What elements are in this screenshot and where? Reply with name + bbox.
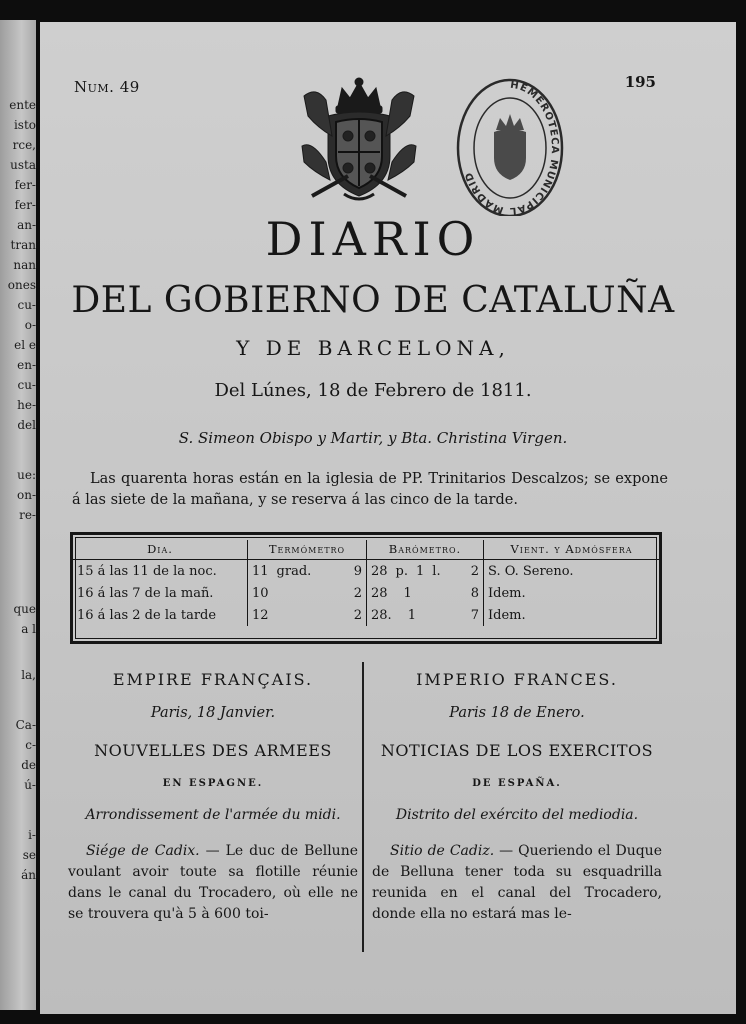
weather-barometer-lines: 1 (416, 563, 425, 579)
weather-barometer-inches: 28 (371, 563, 388, 579)
weather-cell (248, 560, 367, 583)
weather-cell (73, 604, 248, 626)
weather-degrees-fraction: 2 (353, 607, 362, 623)
french-dateline: Paris, 18 Janvier. (150, 705, 276, 721)
french-district: Arrondissement de l'armée du midi. (85, 807, 341, 823)
weather-barometer-fraction: 2 (470, 563, 479, 579)
masthead-subtitle: DEL GOBIERNO DE CATALUÑA (71, 280, 675, 321)
adjacent-page-fragment: án (21, 868, 36, 882)
adjacent-page-fragment: on- (16, 488, 36, 502)
adjacent-page-fragment: fer- (14, 198, 36, 212)
adjacent-page-fragment: Ca- (15, 718, 36, 732)
adjacent-page-fragment: fer- (14, 178, 36, 192)
weather-cell (248, 582, 367, 604)
french-heading: EMPIRE FRANÇAIS. (112, 670, 314, 689)
weather-degrees-fraction: 2 (353, 585, 362, 601)
adjacent-page-fragment: ú- (24, 778, 36, 792)
weather-cell (367, 604, 484, 626)
spanish-district: Distrito del exército del mediodia. (395, 807, 639, 823)
weather-barometer-lines: 1 (403, 585, 412, 601)
weather-cell (367, 582, 484, 604)
adjacent-page-fragment: de (21, 758, 36, 772)
weather-header-thermometer: Termómetro (248, 540, 367, 560)
adjacent-page-fragment: ue: (17, 468, 36, 482)
spanish-heading: IMPERIO FRANCES. (416, 670, 618, 689)
french-article-text: — Le duc de Bellune voulant avoir toute sa flotille réunie dans le canal du Trocadero, où elle ne se trouvera qu'à 5 à 600 toi- (68, 843, 358, 922)
weather-barometer-inches: 28. (371, 607, 392, 623)
spanish-column (372, 670, 662, 925)
adjacent-page-fragment: re- (19, 508, 36, 522)
issue-number: Num. 49 (74, 78, 140, 96)
weather-degrees: 11 (252, 563, 269, 579)
weather-cell (484, 604, 660, 626)
french-subheading: NOUVELLES DES ARMEES (94, 741, 332, 760)
weather-degrees-fraction: 9 (353, 563, 362, 579)
adjacent-page-fragment: usta (10, 158, 36, 172)
church-notice: Las quarenta horas están en la iglesia de PP. Trinitarios Descalzos; se expone á las siete de la mañana, y se reserva á las cinco de la tarde. (72, 471, 668, 508)
issue-date: Del Lúnes, 18 de Febrero de 1811. (214, 380, 532, 401)
adjacent-page-fragment: a l (21, 622, 36, 636)
french-column (68, 670, 358, 925)
weather-day: 16 á las 2 de la tarde (77, 607, 217, 623)
weather-row (73, 560, 659, 583)
adjacent-page-fragment: tran (10, 238, 36, 252)
adjacent-page-fragment: del (17, 418, 36, 432)
weather-cell (484, 560, 660, 583)
weather-barometer-lines: 1 (407, 607, 416, 623)
weather-header-wind: Vient. y Admósfera (484, 540, 660, 560)
adjacent-page-fragment: cu- (17, 378, 36, 392)
weather-header-day: Dia. (73, 540, 248, 560)
weather-day: 15 á las 11 de la noc. (77, 563, 217, 579)
weather-barometer-fraction: 7 (470, 607, 479, 623)
adjacent-page-fragment: la, (21, 668, 36, 682)
weather-cell (73, 582, 248, 604)
french-article-body (68, 841, 358, 925)
weather-wind: Idem. (488, 585, 526, 601)
weather-header-barometer: Barómetro. (367, 540, 484, 560)
page-number: 195 (624, 73, 656, 91)
adjacent-page-fragment: he- (17, 398, 36, 412)
adjacent-page-fragment: o- (24, 318, 36, 332)
french-subheading-small: EN ESPAGNE. (162, 778, 264, 789)
weather-row (73, 604, 659, 626)
adjacent-page-edge (0, 20, 36, 1010)
masthead-city: Y DE BARCELONA, (236, 336, 510, 360)
spanish-dateline: Paris 18 de Enero. (449, 705, 585, 721)
spanish-article-text: — Queriendo el Duque de Belluna tener toda su esquadrilla reunida en el canal del Trocadero, donde ella no estará mas le- (372, 843, 662, 922)
weather-degrees: 12 (252, 607, 269, 623)
weather-barometer-lines-label: l. (432, 563, 441, 579)
weather-cell (367, 560, 484, 583)
weather-barometer-inches: 28 (371, 585, 388, 601)
weather-day: 16 á las 7 de la mañ. (77, 585, 214, 601)
adjacent-page-fragment: an- (17, 218, 36, 232)
weather-degrees-label: grad. (276, 563, 312, 579)
weather-wind: Idem. (488, 607, 526, 623)
adjacent-page-fragment: c- (25, 738, 36, 752)
weather-cell (248, 604, 367, 626)
spanish-article-body (372, 841, 662, 925)
adjacent-page-fragment: que (13, 602, 36, 616)
weather-wind: S. O. Sereno. (488, 563, 574, 579)
weather-barometer-fraction: 8 (470, 585, 479, 601)
spanish-subheading-small: DE ESPAÑA. (472, 778, 562, 789)
column-divider (362, 662, 364, 952)
newspaper-page (40, 22, 736, 1014)
adjacent-page-fragment: ones (7, 278, 36, 292)
coat-of-arms-icon (298, 76, 420, 206)
french-article-lead: Siége de Cadix. (86, 843, 200, 859)
weather-table (70, 532, 662, 644)
weather-cell (73, 560, 248, 583)
adjacent-page-fragment: ente (9, 98, 36, 112)
weather-barometer-inches-label: p. (395, 563, 409, 579)
adjacent-page-fragment: se (22, 848, 36, 862)
adjacent-page-fragment: isto (13, 118, 36, 132)
adjacent-page-fragment: nan (13, 258, 36, 272)
saints-of-day: S. Simeon Obispo y Martir, y Bta. Christina Virgen. (178, 429, 568, 447)
spanish-article-lead: Sitio de Cadiz. (390, 843, 495, 859)
adjacent-page-fragment: i- (28, 828, 36, 842)
adjacent-page-fragment: el e (14, 338, 36, 352)
spanish-subheading: NOTICIAS DE LOS EXERCITOS (380, 741, 654, 760)
stamp-text: HEMEROTECA MUNICIPAL MADRID (463, 79, 561, 216)
library-stamp-icon (450, 70, 570, 216)
adjacent-page-fragment: en- (17, 358, 36, 372)
adjacent-page-fragment: rce, (12, 138, 36, 152)
masthead-title: DIARIO (265, 212, 481, 266)
weather-degrees: 10 (252, 585, 269, 601)
adjacent-page-fragment: cu- (17, 298, 36, 312)
weather-cell (484, 582, 660, 604)
weather-row (73, 582, 659, 604)
